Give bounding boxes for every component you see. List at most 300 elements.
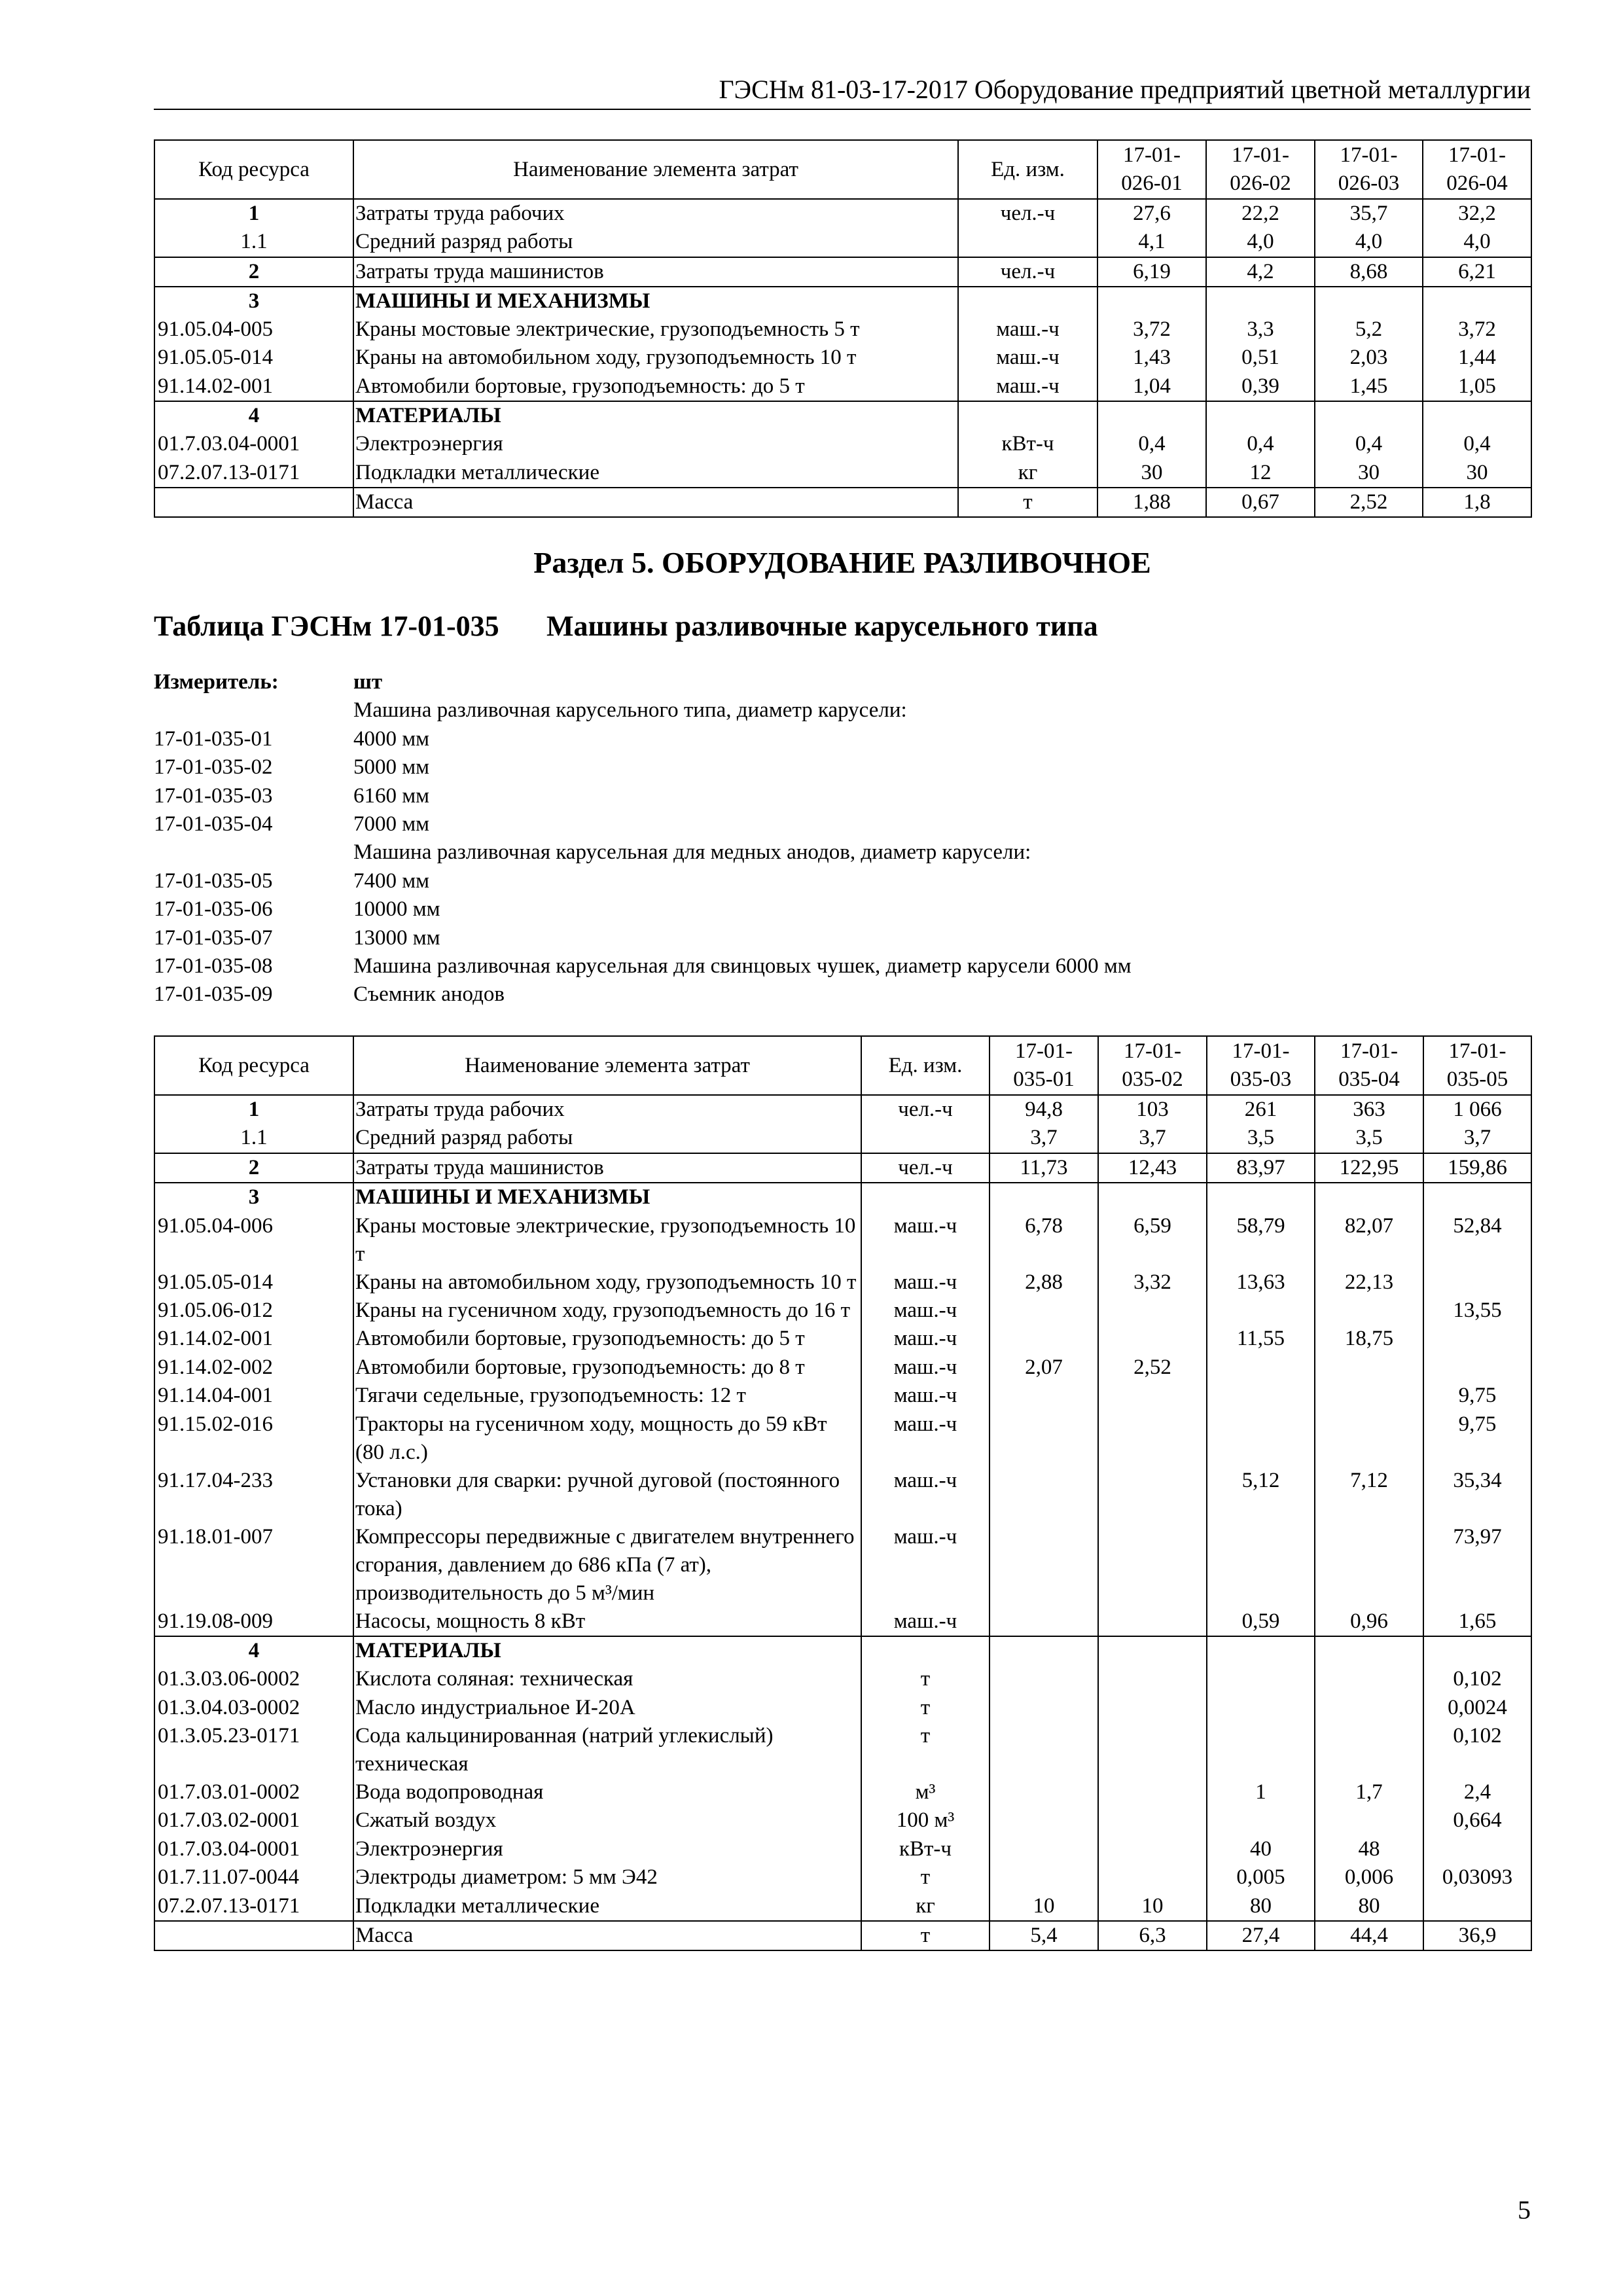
- norm-value: 1,7: [1315, 1778, 1423, 1806]
- norm-value: 2,4: [1423, 1778, 1531, 1806]
- cost-element-name: Тягачи седельные, грузоподъемность: 12 т: [353, 1382, 861, 1410]
- resource-code: 01.7.03.04-0001: [154, 430, 353, 458]
- norm-value: 27,4: [1207, 1921, 1315, 1950]
- unit: 100 м³: [861, 1806, 990, 1835]
- resource-code: 91.05.04-006: [154, 1212, 353, 1268]
- cost-element-name: Масло индустриальное И-20А: [353, 1694, 861, 1722]
- norm-value: [1423, 1354, 1531, 1382]
- norm-value: 0,96: [1315, 1607, 1423, 1636]
- cost-element-name: МАТЕРИАЛЫ: [353, 1636, 861, 1665]
- table-row: [154, 1153, 1531, 1183]
- norm-value: 27,6: [1097, 199, 1206, 228]
- norm-value: 0,102: [1423, 1722, 1531, 1778]
- cost-element-name: Масса: [353, 488, 958, 517]
- norm-value: 3,7: [990, 1124, 1098, 1153]
- table-caption-name: Машины разливочные карусельного типа: [546, 610, 1098, 642]
- norm-value: 22,13: [1315, 1268, 1423, 1297]
- norm-value: [1098, 1863, 1207, 1892]
- norm-value: [990, 1607, 1098, 1636]
- norm-value: 5,12: [1207, 1467, 1315, 1523]
- norm-value: 0,4: [1206, 430, 1315, 458]
- norm-value: 80: [1207, 1892, 1315, 1921]
- norm-value: [1207, 1297, 1315, 1325]
- norm-value: 3,7: [1423, 1124, 1531, 1153]
- resource-code: 1: [154, 1095, 353, 1124]
- norm-value: [990, 1410, 1098, 1467]
- col-header-name: Наименование элемента затрат: [353, 140, 958, 199]
- resource-table-035: [154, 1035, 1532, 1951]
- unit: кВт-ч: [958, 430, 1097, 458]
- resource-code: 91.05.05-014: [154, 1268, 353, 1297]
- norm-value: [1207, 1410, 1315, 1467]
- norm-value: 0,4: [1097, 430, 1206, 458]
- resource-code: 91.05.06-012: [154, 1297, 353, 1325]
- norm-value: [1098, 1806, 1207, 1835]
- norm-code: 17-01-035-04: [154, 812, 273, 836]
- meter-lines: [154, 696, 1132, 1009]
- norm-value: [1315, 287, 1423, 315]
- table-row: [154, 1835, 1531, 1863]
- norm-value: 9,75: [1423, 1410, 1531, 1467]
- norm-description: 13000 мм: [353, 925, 440, 950]
- norm-value: 1,45: [1315, 372, 1423, 401]
- cost-element-name: Автомобили бортовые, грузоподъемность: до 5 т: [353, 372, 958, 401]
- norm-value: 35,7: [1315, 199, 1423, 228]
- page-number: 5: [1518, 2195, 1531, 2225]
- norm-code: [154, 838, 353, 867]
- norm-value: 5,2: [1315, 315, 1423, 344]
- norm-value: [1207, 1354, 1315, 1382]
- table-header-row: [154, 140, 1531, 199]
- meter-line: [154, 838, 1132, 867]
- table-row: [154, 1863, 1531, 1892]
- norm-value: 22,2: [1206, 199, 1315, 228]
- col-header-norm: 17-01- 026-01: [1097, 140, 1206, 199]
- norm-value: [1098, 1382, 1207, 1410]
- cost-element-name: Подкладки металлические: [353, 459, 958, 488]
- norm-value: 0,51: [1206, 344, 1315, 372]
- norm-value: [1207, 1382, 1315, 1410]
- meter-line: [154, 867, 1132, 895]
- norm-value: [1207, 1665, 1315, 1693]
- cost-element-name: Затраты труда рабочих: [353, 1095, 861, 1124]
- norm-value: 0,0024: [1423, 1694, 1531, 1722]
- norm-description: 10000 мм: [353, 897, 440, 922]
- unit: маш.-ч: [861, 1354, 990, 1382]
- unit: т: [861, 1665, 990, 1693]
- unit: [861, 1636, 990, 1665]
- table-row: [154, 1467, 1531, 1523]
- cost-element-name: Электроэнергия: [353, 430, 958, 458]
- norm-value: [1315, 1410, 1423, 1467]
- norm-value: 4,2: [1206, 257, 1315, 287]
- table-row: [154, 1694, 1531, 1722]
- norm-value: [1315, 1636, 1423, 1665]
- norm-value: [1098, 1778, 1207, 1806]
- norm-value: 30: [1315, 459, 1423, 488]
- resource-code: 01.7.03.02-0001: [154, 1806, 353, 1835]
- norm-value: [1315, 401, 1423, 430]
- norm-code: 17-01-035-03: [154, 783, 273, 808]
- norm-value: [990, 1636, 1098, 1665]
- cost-element-name: Подкладки металлические: [353, 1892, 861, 1921]
- norm-value: 3,72: [1097, 315, 1206, 344]
- cost-element-name: Затраты труда машинистов: [353, 257, 958, 287]
- unit: кг: [958, 459, 1097, 488]
- resource-code: 91.18.01-007: [154, 1523, 353, 1607]
- norm-value: [1315, 1665, 1423, 1693]
- norm-description: 5000 мм: [353, 755, 430, 780]
- norm-value: 73,97: [1423, 1523, 1531, 1607]
- resource-code: 2: [154, 1153, 353, 1183]
- meter-line: [154, 952, 1132, 980]
- norm-value: 1,65: [1423, 1607, 1531, 1636]
- resource-code: 3: [154, 287, 353, 315]
- table-row: [154, 1892, 1531, 1921]
- norm-value: [990, 1694, 1098, 1722]
- table-row: [154, 1523, 1531, 1607]
- unit: т: [861, 1921, 990, 1950]
- norm-value: [1423, 1892, 1531, 1921]
- norm-value: 1,43: [1097, 344, 1206, 372]
- cost-element-name: Компрессоры передвижные с двигателем внутреннего сгорания, давлением до 686 кПа (7 ат), производительность до 5 м³/мин: [353, 1523, 861, 1607]
- unit: маш.-ч: [861, 1297, 990, 1325]
- unit: маш.-ч: [861, 1607, 990, 1636]
- meter-row: [154, 668, 1132, 696]
- table-row: [154, 1183, 1531, 1211]
- norm-value: 4,0: [1315, 228, 1423, 257]
- norm-value: 4,1: [1097, 228, 1206, 257]
- table-row: [154, 1778, 1531, 1806]
- norm-value: [1315, 1354, 1423, 1382]
- norm-value: [1206, 287, 1315, 315]
- norm-value: [1098, 1636, 1207, 1665]
- unit: маш.-ч: [861, 1212, 990, 1268]
- norm-value: [1098, 1523, 1207, 1607]
- unit: чел.-ч: [861, 1095, 990, 1124]
- norm-value: 32,2: [1423, 199, 1531, 228]
- norm-value: 2,52: [1098, 1354, 1207, 1382]
- table-row: [154, 401, 1531, 430]
- table-row: [154, 1665, 1531, 1693]
- resource-code: 91.15.02-016: [154, 1410, 353, 1467]
- unit: [958, 401, 1097, 430]
- norm-value: [990, 1297, 1098, 1325]
- table-caption-number: Таблица ГЭСНм 17-01-035: [154, 610, 499, 642]
- table-row: [154, 257, 1531, 287]
- norm-value: 3,72: [1423, 315, 1531, 344]
- norm-value: [1098, 1183, 1207, 1211]
- unit: кВт-ч: [861, 1835, 990, 1863]
- norm-value: [1207, 1183, 1315, 1211]
- norm-value: 10: [990, 1892, 1098, 1921]
- norm-value: [1207, 1722, 1315, 1778]
- norm-value: 58,79: [1207, 1212, 1315, 1268]
- norm-value: [1315, 1382, 1423, 1410]
- resource-code: 91.14.04-001: [154, 1382, 353, 1410]
- cost-element-name: Электроды диаметром: 5 мм Э42: [353, 1863, 861, 1892]
- table-header-row: [154, 1036, 1531, 1095]
- table-row: [154, 1297, 1531, 1325]
- resource-code: 91.05.04-005: [154, 315, 353, 344]
- meter-line: [154, 980, 1132, 1009]
- cost-element-name: Автомобили бортовые, грузоподъемность: до 5 т: [353, 1325, 861, 1353]
- norm-value: 3,32: [1098, 1268, 1207, 1297]
- cost-element-name: МАШИНЫ И МЕХАНИЗМЫ: [353, 1183, 861, 1211]
- norm-value: 0,006: [1315, 1863, 1423, 1892]
- unit: маш.-ч: [958, 315, 1097, 344]
- col-header-norm: 17-01- 026-04: [1423, 140, 1531, 199]
- table-row: [154, 344, 1531, 372]
- col-header-unit: Ед. изм.: [958, 140, 1097, 199]
- norm-value: 363: [1315, 1095, 1423, 1124]
- norm-value: [1315, 1806, 1423, 1835]
- norm-value: [1207, 1694, 1315, 1722]
- norm-value: [990, 1863, 1098, 1892]
- norm-code: 17-01-035-02: [154, 755, 273, 780]
- norm-value: 10: [1098, 1892, 1207, 1921]
- norm-value: 11,55: [1207, 1325, 1315, 1353]
- resource-code: 3: [154, 1183, 353, 1211]
- meter-line: [154, 895, 1132, 924]
- table-row: [154, 1722, 1531, 1778]
- norm-value: 6,21: [1423, 257, 1531, 287]
- cost-element-name: Краны на автомобильном ходу, грузоподъемность 10 т: [353, 1268, 861, 1297]
- norm-value: [1423, 1183, 1531, 1211]
- norm-description: Съемник анодов: [353, 982, 505, 1007]
- table-row: [154, 287, 1531, 315]
- table-row: [154, 488, 1531, 517]
- resource-code: 07.2.07.13-0171: [154, 459, 353, 488]
- norm-value: [1423, 287, 1531, 315]
- table-row: [154, 228, 1531, 257]
- norm-description: Машина разливочная карусельного типа, диаметр карусели:: [353, 698, 907, 723]
- norm-value: [990, 1722, 1098, 1778]
- norm-value: 11,73: [990, 1153, 1098, 1183]
- table-caption: [154, 609, 1531, 644]
- norm-value: 1,8: [1423, 488, 1531, 517]
- resource-code: 91.14.02-002: [154, 1354, 353, 1382]
- cost-element-name: Насосы, мощность 8 кВт: [353, 1607, 861, 1636]
- unit: маш.-ч: [958, 372, 1097, 401]
- norm-value: [1423, 1636, 1531, 1665]
- unit: чел.-ч: [958, 257, 1097, 287]
- norm-value: [1207, 1636, 1315, 1665]
- cost-element-name: Кислота соляная: техническая: [353, 1665, 861, 1693]
- resource-code: 4: [154, 401, 353, 430]
- unit: [958, 228, 1097, 257]
- norm-value: 0,4: [1315, 430, 1423, 458]
- meter-line: [154, 782, 1132, 810]
- resource-code: 07.2.07.13-0171: [154, 1892, 353, 1921]
- norm-value: 122,95: [1315, 1153, 1423, 1183]
- norm-value: 0,59: [1207, 1607, 1315, 1636]
- resource-code: 2: [154, 257, 353, 287]
- norm-value: [1315, 1297, 1423, 1325]
- norm-value: 261: [1207, 1095, 1315, 1124]
- running-header: ГЭСНм 81-03-17-2017 Оборудование предприятий цветной металлургии: [719, 75, 1531, 104]
- meter-line: [154, 696, 1132, 725]
- norm-value: 12,43: [1098, 1153, 1207, 1183]
- norm-value: 1 066: [1423, 1095, 1531, 1124]
- table-body: [154, 1095, 1531, 1950]
- norm-value: [1207, 1806, 1315, 1835]
- resource-code: 91.17.04-233: [154, 1467, 353, 1523]
- col-header-norm: 17-01- 035-01: [990, 1036, 1098, 1095]
- col-header-norm: 17-01- 026-03: [1315, 140, 1423, 199]
- meter-line: [154, 810, 1132, 838]
- norm-value: 0,39: [1206, 372, 1315, 401]
- unit: маш.-ч: [861, 1467, 990, 1523]
- meter-unit: шт: [353, 670, 383, 694]
- cost-element-name: Сжатый воздух: [353, 1806, 861, 1835]
- table-body: [154, 199, 1531, 517]
- norm-value: [1098, 1325, 1207, 1353]
- table-row: [154, 1806, 1531, 1835]
- norm-value: 1,44: [1423, 344, 1531, 372]
- norm-code: 17-01-035-01: [154, 726, 273, 751]
- norm-value: 83,97: [1207, 1153, 1315, 1183]
- table-row: [154, 1636, 1531, 1665]
- unit: кг: [861, 1892, 990, 1921]
- unit: [861, 1124, 990, 1153]
- unit: т: [861, 1863, 990, 1892]
- norm-value: [1098, 1665, 1207, 1693]
- norm-code: 17-01-035-06: [154, 897, 273, 922]
- cost-element-name: Тракторы на гусеничном ходу, мощность до 59 кВт (80 л.с.): [353, 1410, 861, 1467]
- unit: [861, 1183, 990, 1211]
- unit: м³: [861, 1778, 990, 1806]
- unit: т: [861, 1694, 990, 1722]
- header-rule: [154, 109, 1531, 110]
- norm-value: [1423, 401, 1531, 430]
- resource-code: 1: [154, 199, 353, 228]
- norm-value: 1,05: [1423, 372, 1531, 401]
- cost-element-name: Средний разряд работы: [353, 228, 958, 257]
- unit: чел.-ч: [861, 1153, 990, 1183]
- resource-code: [154, 1921, 353, 1950]
- norm-value: 159,86: [1423, 1153, 1531, 1183]
- meter-label: Измеритель:: [154, 670, 279, 694]
- norm-code: 17-01-035-09: [154, 982, 273, 1007]
- cost-element-name: Краны на автомобильном ходу, грузоподъемность 10 т: [353, 344, 958, 372]
- resource-code: 01.3.04.03-0002: [154, 1694, 353, 1722]
- norm-description: 7000 мм: [353, 812, 430, 836]
- cost-element-name: Электроэнергия: [353, 1835, 861, 1863]
- resource-code: 01.7.03.01-0002: [154, 1778, 353, 1806]
- norm-value: 3,5: [1207, 1124, 1315, 1153]
- resource-code: 1.1: [154, 228, 353, 257]
- norm-description: 6160 мм: [353, 783, 430, 808]
- table-row: [154, 1325, 1531, 1353]
- meter-line: [154, 924, 1132, 952]
- norm-value: 9,75: [1423, 1382, 1531, 1410]
- norm-value: 35,34: [1423, 1467, 1531, 1523]
- cost-element-name: Краны мостовые электрические, грузоподъемность 10 т: [353, 1212, 861, 1268]
- norm-value: 0,67: [1206, 488, 1315, 517]
- norm-value: 0,664: [1423, 1806, 1531, 1835]
- norm-value: 12: [1206, 459, 1315, 488]
- norm-value: [990, 1325, 1098, 1353]
- unit: маш.-ч: [861, 1410, 990, 1467]
- unit: [958, 287, 1097, 315]
- meter-line: [154, 725, 1132, 753]
- norm-value: 6,3: [1098, 1921, 1207, 1950]
- cost-element-name: Вода водопроводная: [353, 1778, 861, 1806]
- unit: чел.-ч: [958, 199, 1097, 228]
- norm-value: [1098, 1467, 1207, 1523]
- cost-element-name: МАТЕРИАЛЫ: [353, 401, 958, 430]
- cost-element-name: Установки для сварки: ручной дуговой (постоянного тока): [353, 1467, 861, 1523]
- norm-value: 1,04: [1097, 372, 1206, 401]
- col-header-code: Код ресурса: [154, 1036, 353, 1095]
- norm-value: 30: [1423, 459, 1531, 488]
- norm-value: [990, 1806, 1098, 1835]
- table-row: [154, 1607, 1531, 1636]
- col-header-code: Код ресурса: [154, 140, 353, 199]
- col-header-norm: 17-01- 035-03: [1207, 1036, 1315, 1095]
- norm-value: 94,8: [990, 1095, 1098, 1124]
- norm-value: [1098, 1694, 1207, 1722]
- norm-value: 3,5: [1315, 1124, 1423, 1153]
- norm-value: [1098, 1297, 1207, 1325]
- norm-value: [990, 1382, 1098, 1410]
- col-header-norm: 17-01- 035-05: [1423, 1036, 1531, 1095]
- table-row: [154, 459, 1531, 488]
- cost-element-name: Масса: [353, 1921, 861, 1950]
- table-row: [154, 1212, 1531, 1268]
- cost-element-name: Затраты труда рабочих: [353, 199, 958, 228]
- meter-block: [154, 668, 1132, 1009]
- norm-value: 30: [1097, 459, 1206, 488]
- norm-description: 4000 мм: [353, 726, 430, 751]
- norm-value: 52,84: [1423, 1212, 1531, 1268]
- table-row: [154, 1921, 1531, 1950]
- norm-value: 2,88: [990, 1268, 1098, 1297]
- unit: маш.-ч: [861, 1382, 990, 1410]
- norm-value: [990, 1523, 1098, 1607]
- norm-value: [990, 1778, 1098, 1806]
- norm-value: 4,0: [1423, 228, 1531, 257]
- norm-value: 5,4: [990, 1921, 1098, 1950]
- col-header-unit: Ед. изм.: [861, 1036, 990, 1095]
- norm-value: 6,78: [990, 1212, 1098, 1268]
- norm-value: 44,4: [1315, 1921, 1423, 1950]
- table-row: [154, 1354, 1531, 1382]
- norm-value: 0,4: [1423, 430, 1531, 458]
- norm-description: Машина разливочная карусельная для медных анодов, диаметр карусели:: [353, 840, 1031, 865]
- norm-value: [1098, 1410, 1207, 1467]
- cost-element-name: Краны на гусеничном ходу, грузоподъемность до 16 т: [353, 1297, 861, 1325]
- norm-value: 13,55: [1423, 1297, 1531, 1325]
- table-row: [154, 1382, 1531, 1410]
- norm-value: 2,52: [1315, 488, 1423, 517]
- col-header-norm: 17-01- 035-04: [1315, 1036, 1423, 1095]
- norm-value: 3,3: [1206, 315, 1315, 344]
- col-header-name: Наименование элемента затрат: [353, 1036, 861, 1095]
- norm-value: [1097, 287, 1206, 315]
- resource-code: 91.05.05-014: [154, 344, 353, 372]
- norm-value: [1423, 1325, 1531, 1353]
- resource-code: [154, 488, 353, 517]
- norm-value: [1315, 1694, 1423, 1722]
- norm-description: 7400 мм: [353, 869, 430, 893]
- norm-value: 82,07: [1315, 1212, 1423, 1268]
- meter-line: [154, 753, 1132, 781]
- norm-value: 103: [1098, 1095, 1207, 1124]
- resource-code: 4: [154, 1636, 353, 1665]
- norm-code: [154, 696, 353, 725]
